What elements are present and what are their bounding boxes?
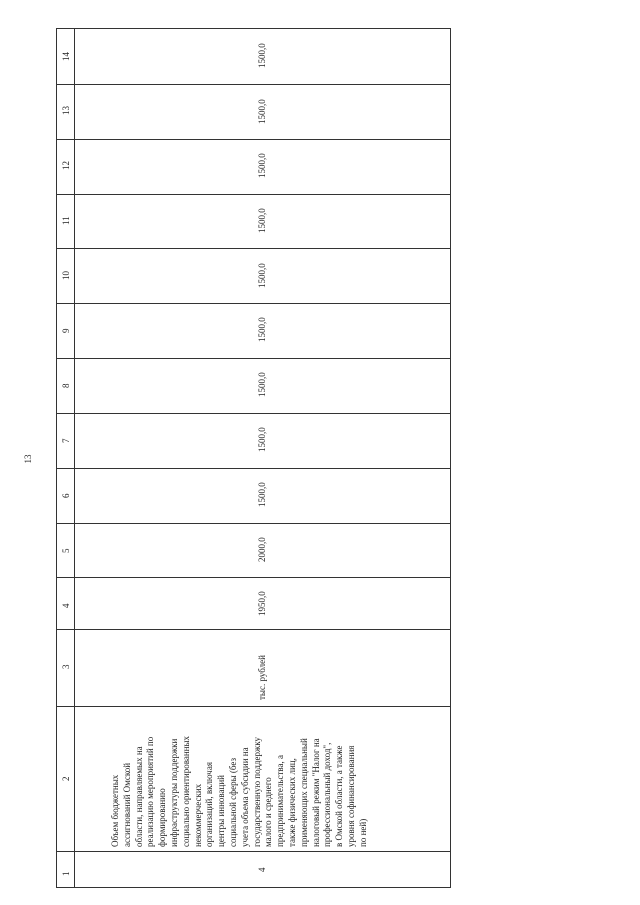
description-line: предпринимательства, а: [275, 754, 286, 847]
column-header-4: 4: [61, 603, 71, 608]
description-line: профессиональный доход",: [322, 742, 333, 847]
col-divider: [57, 523, 450, 524]
description-line: в Омской области, а также: [334, 745, 345, 847]
value-cell-6: 1500,0: [257, 482, 267, 507]
column-header-12: 12: [61, 161, 71, 170]
column-header-14: 14: [61, 52, 71, 61]
value-cell-5: 2000,0: [257, 537, 267, 562]
page-number: 13: [23, 454, 33, 464]
description-line: также физических лиц,: [286, 758, 297, 847]
column-header-3: 3: [61, 664, 71, 669]
column-header-2: 2: [61, 776, 71, 781]
col-divider: [57, 413, 450, 414]
value-cell-9: 1500,0: [257, 317, 267, 342]
value-cell-4: 1950,0: [257, 591, 267, 616]
value-cell-13: 1500,0: [257, 99, 267, 124]
column-header-6: 6: [61, 493, 71, 498]
value-cell-12: 1500,0: [257, 153, 267, 178]
description-line: социально ориентированных: [180, 735, 191, 847]
description-line: организаций, включая: [204, 762, 215, 847]
value-cell-7: 1500,0: [257, 427, 267, 452]
row-number: 4: [257, 867, 267, 872]
column-header-7: 7: [61, 438, 71, 443]
col-divider: [57, 851, 450, 852]
description-line: центры инноваций: [216, 775, 227, 847]
description-line: формированию: [157, 788, 168, 847]
description-line: реализацию мероприятий по: [145, 736, 156, 847]
description-line: ассигнований Омской: [121, 762, 132, 847]
column-header-5: 5: [61, 548, 71, 553]
row-description: [110, 687, 370, 847]
description-line: государственную поддержку: [251, 737, 262, 847]
column-header-10: 10: [61, 271, 71, 280]
description-line: инфраструктуры поддержки: [168, 738, 179, 847]
header-separator: [74, 29, 75, 887]
description-line: социальной сферы (без: [227, 757, 238, 847]
col-divider: [57, 577, 450, 578]
description-line: применяющих специальный: [298, 738, 309, 847]
description-line: налоговый режим "Налог на: [310, 738, 321, 847]
column-header-13: 13: [61, 106, 71, 115]
description-line: учета объема субсидии на: [239, 747, 250, 847]
column-header-11: 11: [61, 216, 71, 225]
col-divider: [57, 194, 450, 195]
description-line: уровня софинансирования: [345, 745, 356, 847]
description-line: по ней): [357, 818, 368, 847]
column-header-1: 1: [61, 871, 71, 876]
description-line: области, направляемых на: [133, 746, 144, 847]
value-cell-8: 1500,0: [257, 372, 267, 397]
col-divider: [57, 468, 450, 469]
description-line: Объем бюджетных: [110, 774, 120, 847]
value-cell-14: 1500,0: [257, 43, 267, 68]
col-divider: [57, 84, 450, 85]
col-divider: [57, 629, 450, 630]
col-divider: [57, 303, 450, 304]
col-divider: [57, 248, 450, 249]
col-divider: [57, 358, 450, 359]
description-line: некоммерческих: [192, 783, 203, 847]
col-divider: [57, 139, 450, 140]
description-line: малого и среднего: [263, 777, 274, 847]
value-cell-10: 1500,0: [257, 263, 267, 288]
column-header-8: 8: [61, 383, 71, 388]
value-cell-11: 1500,0: [257, 208, 267, 233]
column-header-9: 9: [61, 328, 71, 333]
unit-cell: тыс. рублей: [257, 655, 267, 700]
